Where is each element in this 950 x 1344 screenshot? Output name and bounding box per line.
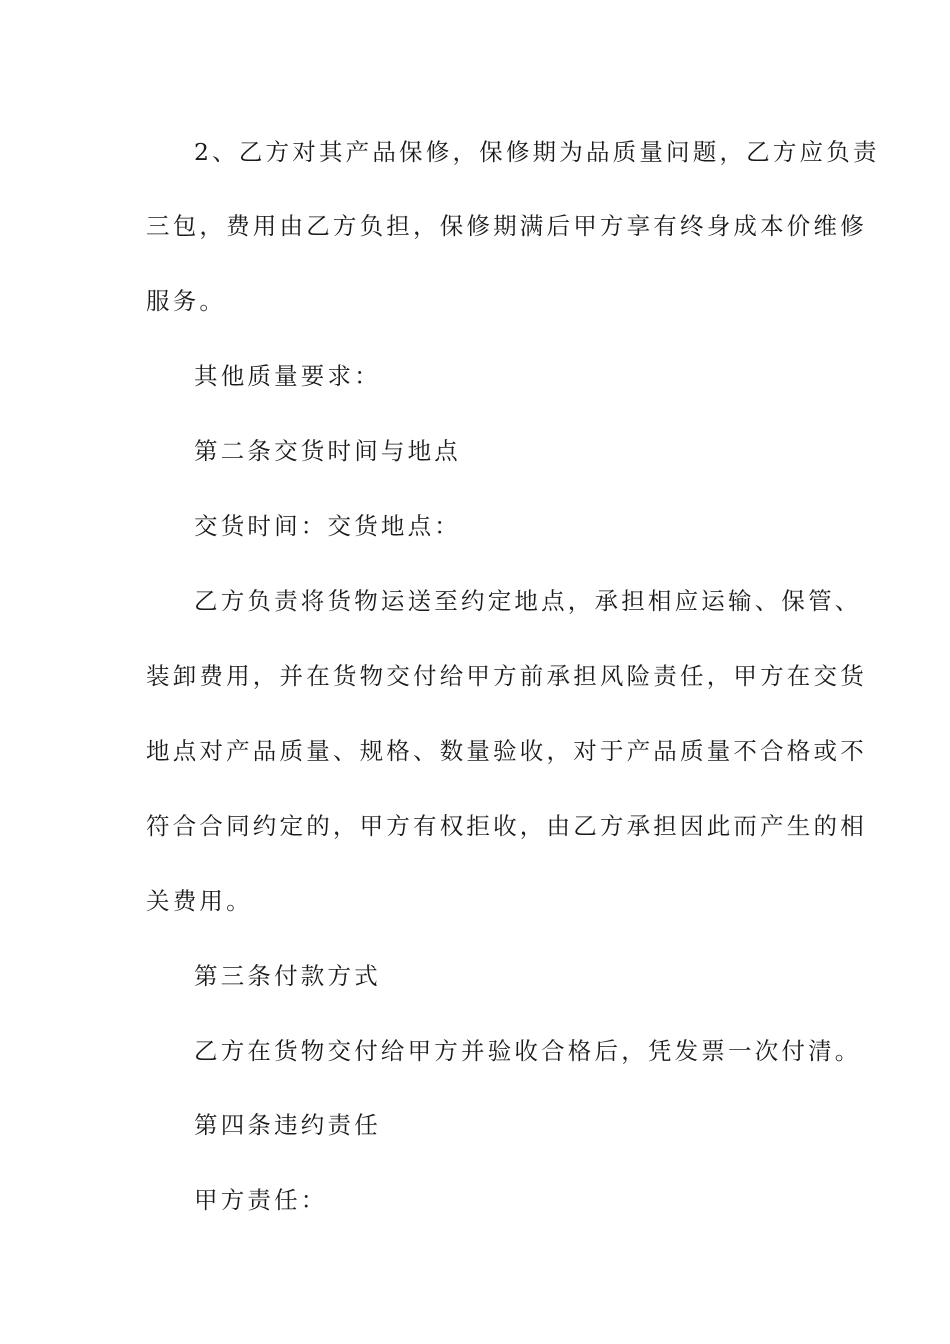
paragraph-delivery-line-5: 关费用。 bbox=[146, 887, 253, 915]
paragraph-delivery-line-2: 装卸费用，并在货物交付给甲方前承担风险责任，甲方在交货 bbox=[146, 662, 867, 690]
paragraph-warranty-line-3: 服务。 bbox=[146, 287, 227, 315]
paragraph-warranty-line-2: 三包，费用由乙方负担，保修期满后甲方享有终身成本价维修 bbox=[146, 212, 867, 240]
payment-terms: 乙方在货物交付给甲方并验收合格后，凭发票一次付清。 bbox=[194, 1037, 862, 1065]
paragraph-delivery-line-4: 符合合同约定的，甲方有权拒收，由乙方承担因此而产生的相 bbox=[146, 812, 867, 840]
article-3-heading: 第三条付款方式 bbox=[194, 962, 381, 990]
article-4-heading: 第四条违约责任 bbox=[194, 1111, 381, 1139]
paragraph-delivery-line-1: 乙方负责将货物运送至约定地点，承担相应运输、保管、 bbox=[194, 587, 862, 615]
party-a-responsibility: 甲方责任： bbox=[194, 1186, 328, 1214]
paragraph-delivery-line-3: 地点对产品质量、规格、数量验收，对于产品质量不合格或不 bbox=[146, 737, 867, 765]
other-quality-requirements: 其他质量要求： bbox=[194, 362, 381, 390]
article-2-heading: 第二条交货时间与地点 bbox=[194, 437, 461, 465]
delivery-time-place: 交货时间：交货地点： bbox=[194, 512, 461, 540]
paragraph-warranty-line-1: 2、乙方对其产品保修，保修期为品质量问题，乙方应负责 bbox=[194, 138, 880, 166]
